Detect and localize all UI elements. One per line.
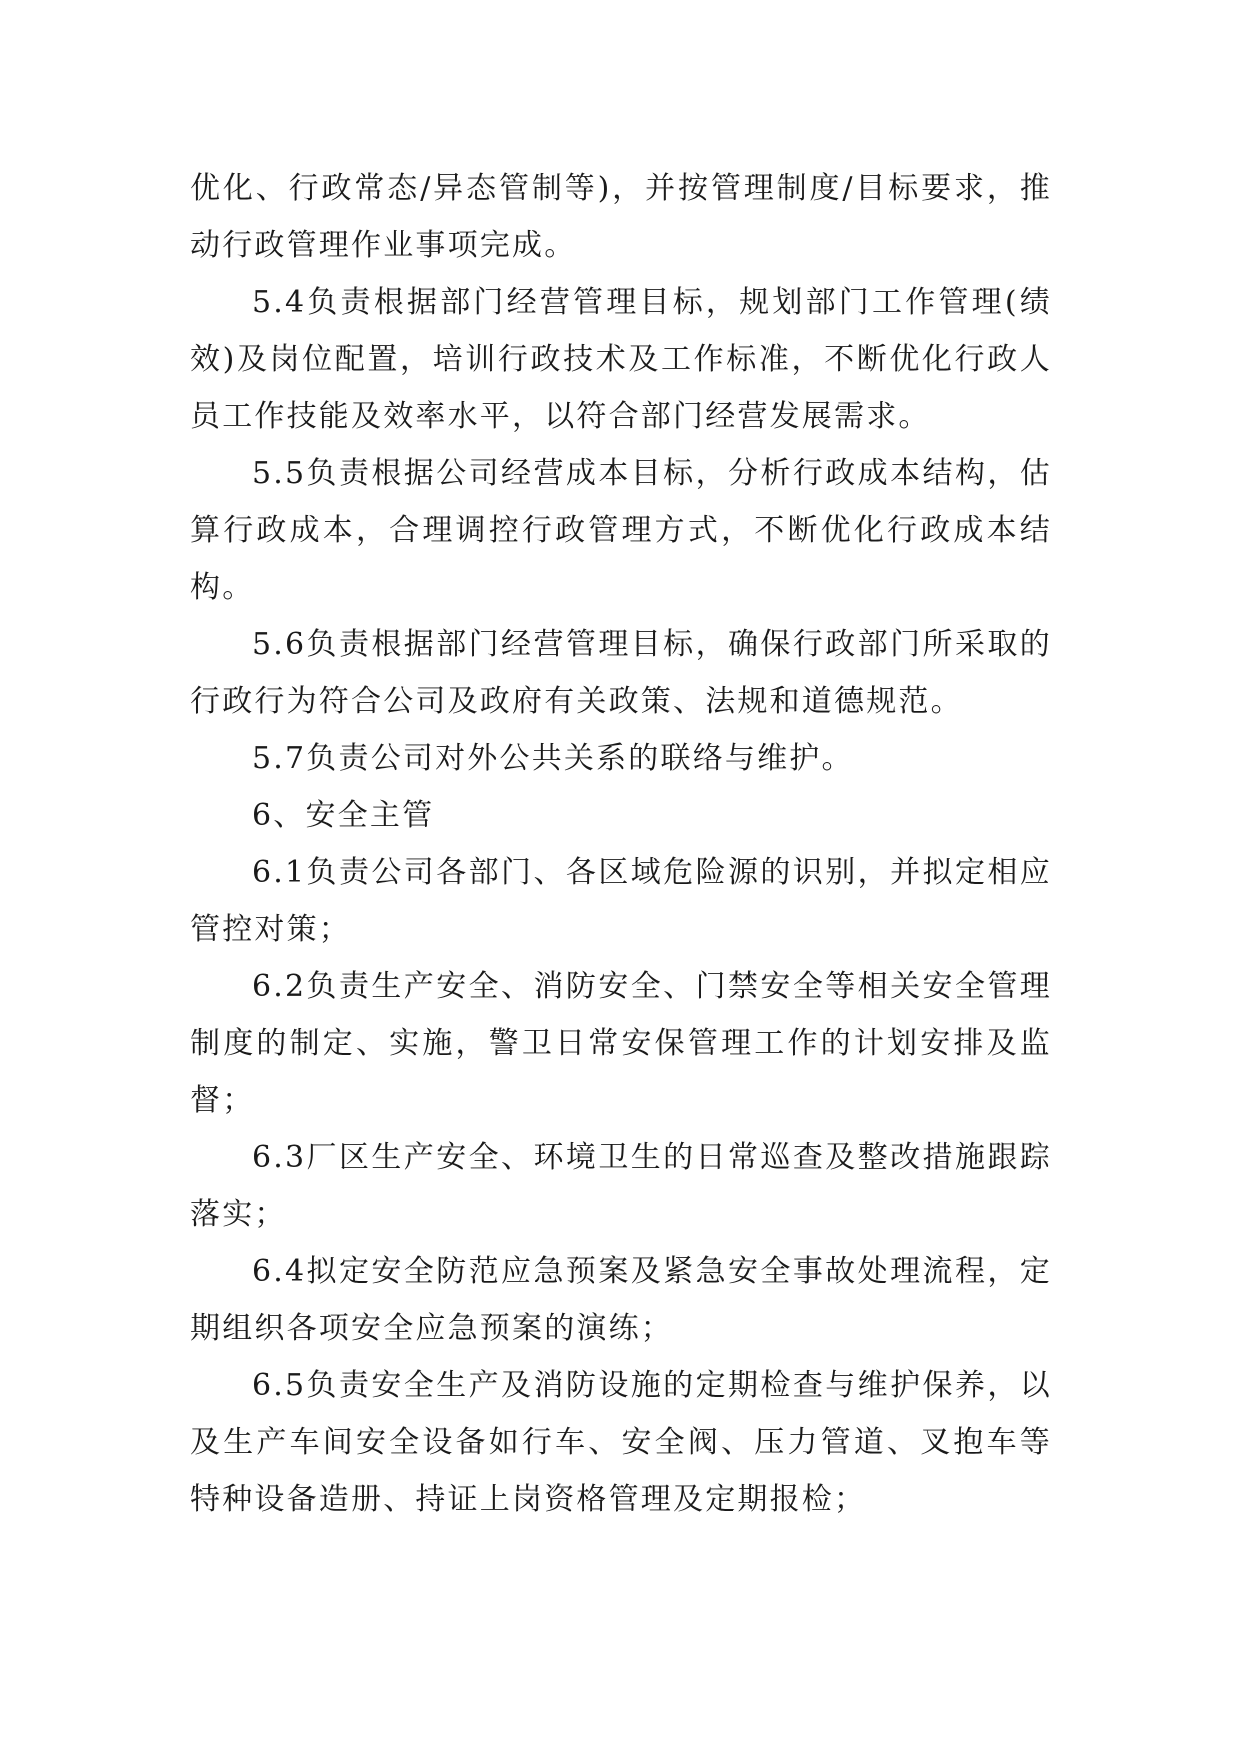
paragraph-5-5: 5.5负责根据公司经营成本目标，分析行政成本结构，估算行政成本，合理调控行政管理方式，不断优化行政成本结构。 — [190, 456, 1052, 605]
section-heading-safety-supervisor: 6、安全主管 — [252, 798, 435, 833]
paragraph-6-2: 6.2负责生产安全、消防安全、门禁安全等相关安全管理制度的制定、实施，警卫日常安保管理工作的计划安排及监督； — [190, 969, 1052, 1118]
paragraph-6-4: 6.4拟定安全防范应急预案及紧急安全事故处理流程，定期组织各项安全应急预案的演练； — [190, 1254, 1052, 1346]
paragraph-5-4: 5.4负责根据部门经营管理目标，规划部门工作管理(绩效)及岗位配置，培训行政技术及工作标准，不断优化行政人员工作技能及效率水平，以符合部门经营发展需求。 — [190, 285, 1052, 434]
paragraph-5-7: 5.7负责公司对外公共关系的联络与维护。 — [252, 741, 854, 776]
paragraph-6-3: 6.3厂区生产安全、环境卫生的日常巡查及整改措施跟踪落实； — [190, 1140, 1052, 1232]
paragraph-6-5: 6.5负责安全生产及消防设施的定期检查与维护保养，以及生产车间安全设备如行车、安全阀、压力管道、叉抱车等特种设备造册、持证上岗资格管理及定期报检； — [190, 1368, 1052, 1517]
document-body — [190, 160, 1052, 1528]
paragraph-5-6: 5.6负责根据部门经营管理目标，确保行政部门所采取的行政行为符合公司及政府有关政策、法规和道德规范。 — [190, 627, 1052, 719]
paragraph-6-1: 6.1负责公司各部门、各区域危险源的识别，并拟定相应管控对策； — [190, 855, 1052, 947]
paragraph-continuation: 优化、行政常态/异态管制等)，并按管理制度/目标要求，推动行政管理作业事项完成。 — [190, 171, 1052, 263]
